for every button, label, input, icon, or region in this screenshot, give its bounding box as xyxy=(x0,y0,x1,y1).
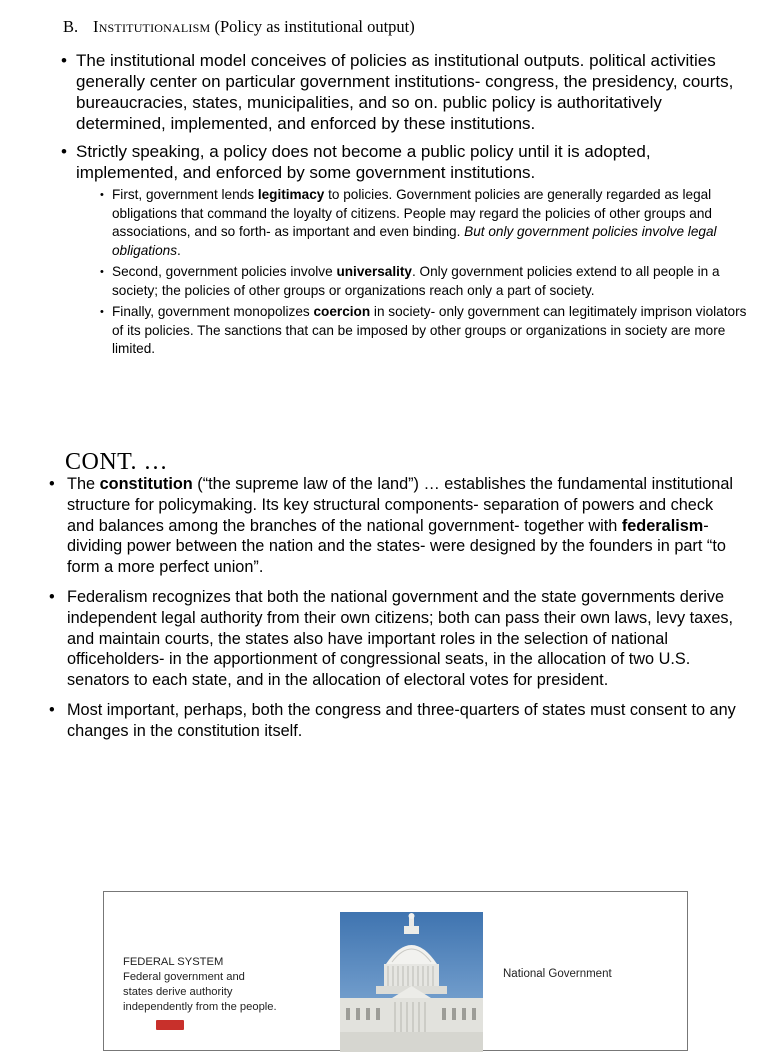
federal-system-figure xyxy=(103,891,688,1051)
sub-bullets xyxy=(100,186,750,359)
emphasis-text: But only government policies involve legal obligations xyxy=(112,224,717,258)
bullet-text: The institutional model conceives of policies as institutional outputs. political activities generally center on particular government institutions- congress, the presidency, courts, bureaucracies, states, municipalities, and so on. public policy is authoritatively determined, implemented, and enforced by these institutions. xyxy=(76,51,734,133)
bullet-institutional-model xyxy=(60,50,750,134)
bullet-text: Federalism recognizes that both the national government and the state governments derive independent legal authority from their own citizens; both can pass their own laws, levy taxes, and maintain courts, the states also have important roles in the selection of national officeholders- in the apportionment of congressional seats, in the allocation of two U.S. senators to each state, and in the allocation of electoral votes for president. xyxy=(67,587,734,690)
term-constitution: constitution xyxy=(99,475,193,493)
section-subtitle: (Policy as institutional output) xyxy=(214,17,415,36)
section-title: Institutionalism xyxy=(93,17,211,36)
sub-bullet-text: . xyxy=(177,242,181,258)
figure-caption xyxy=(123,955,323,1015)
sub-bullet-universality xyxy=(100,263,750,300)
figure-caption-title: FEDERAL SYSTEM xyxy=(123,956,224,968)
sub-bullet-coercion xyxy=(100,303,750,359)
capitol-building-icon xyxy=(340,912,483,1052)
bullet-amendment xyxy=(49,700,739,742)
bullet-text: (“the supreme law of the land”) … establishes the fundamental institutional structure for policymaking. Its key structural components- separation of powers and check and balances among the branches of the national government- together with xyxy=(67,475,734,535)
sub-bullet-text: to policies. Government policies are generally regarded as legal obligations that command the loyalty of citizens. People may regard the policies of other groups and associations, and so forth- as important and even binding. xyxy=(112,187,712,239)
sub-bullet-legitimacy xyxy=(100,186,750,260)
section-b-bullets xyxy=(60,50,750,366)
cont-bullets xyxy=(49,474,739,751)
bullet-federalism xyxy=(49,587,739,691)
flag-icon xyxy=(156,1020,184,1030)
term-legitimacy: legitimacy xyxy=(257,187,325,202)
term-federalism: federalism xyxy=(621,516,704,535)
bullet-text: Most important, perhaps, both the congress and three-quarters of states must consent to any changes in the constitution itself. xyxy=(67,700,736,740)
national-government-label: National Government xyxy=(503,968,612,980)
cont-heading: CONT. … xyxy=(65,449,169,475)
section-b-heading xyxy=(63,16,753,38)
term-universality: universality xyxy=(336,264,412,279)
sub-bullet-text: First, government lends xyxy=(112,187,258,202)
figure-caption-line: independently from the people. xyxy=(123,1001,277,1013)
bullet-text: Strictly speaking, a policy does not become a public policy until it is adopted, implemented, and enforced by some government institutions. xyxy=(76,142,651,182)
sub-bullet-text: . Only government policies extend to all people in a society; the policies of other groups or organizations reach only a part of society. xyxy=(112,264,720,298)
sub-bullet-text: Second, government policies involve xyxy=(112,264,337,279)
bullet-text: The xyxy=(67,475,100,493)
section-letter: B. xyxy=(63,17,79,36)
figure-caption-line: Federal government and xyxy=(123,971,245,983)
term-coercion: coercion xyxy=(313,304,371,319)
bullet-text: - dividing power between the nation and the states- were designed by the founders in part “to form a more perfect union”. xyxy=(67,516,726,577)
sub-bullet-text: in society- only government can legitimately imprison violators of its policies. The sanctions that can be imposed by other groups or organizations in society are more limited. xyxy=(112,304,747,356)
sub-bullet-text: Finally, government monopolizes xyxy=(112,304,314,319)
bullet-strictly-speaking xyxy=(60,141,750,359)
bullet-constitution xyxy=(49,474,739,578)
figure-caption-line: states derive authority xyxy=(123,986,233,998)
